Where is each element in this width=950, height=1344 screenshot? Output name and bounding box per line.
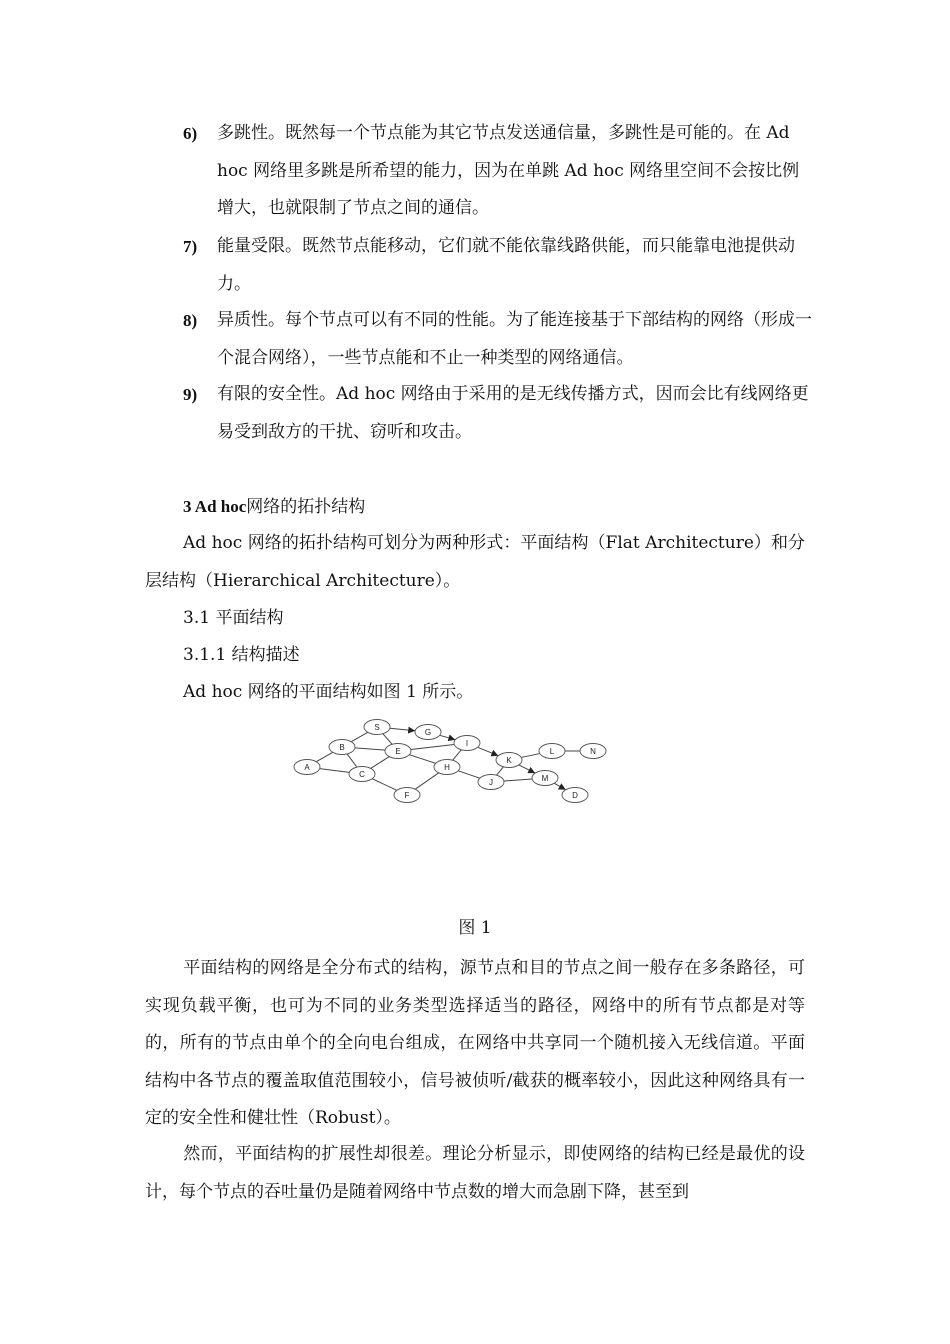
list-text: 有限的安全性。Ad hoc 网络由于采用的是无线传播方式，因而会比有线网络更易受到敌方的干扰、窃听和攻击。 (217, 384, 809, 442)
edge-K-L (521, 754, 540, 758)
node-A (294, 760, 320, 775)
node-J (478, 775, 504, 790)
list-text: 异质性。每个节点可以有不同的性能。为了能连接基于下部结构的网络（形成一个混合网络），一些节点能和不止一种类型的网络通信。 (217, 310, 812, 368)
figure-caption: 图 1 (458, 918, 492, 938)
section-heading-number: 3 Ad hoc (183, 497, 247, 516)
section-heading (183, 488, 365, 527)
edge-B-A (316, 752, 333, 761)
node-label-K: K (506, 756, 512, 765)
edge-I-K (478, 747, 499, 755)
network-topology-figure (280, 712, 620, 812)
node-K (496, 753, 522, 768)
edge-E-H (409, 755, 435, 764)
node-label-D: D (572, 791, 578, 800)
edge-M-D (554, 783, 565, 789)
body-paragraph-text: 然而，平面结构的扩展性却很差。理论分析显示，即使网络的结构已经是最优的设计，每个节点的吞吐量仍是随着网络中节点数的增大而急剧下降，甚至到 (145, 1144, 805, 1202)
body-paragraph-text: 平面结构的网络是全分布式的结构，源节点和目的节点之间一般存在多条路径，可实现负载平衡，也可为不同的业务类型选择适当的路径，网络中的所有节点都是对等的，所有的节点由单个的全向电台组成，在网络中共享同一个随机接入无线信道。平面结构中各节点的覆盖取值范围较小，信号被侦听/截获的概率较小，因此这种网络具有一定的安全性和健壮性（Robust）。 (145, 958, 805, 1128)
section-heading-text: 网络的拓扑结构 (246, 497, 366, 517)
node-label-S: S (374, 723, 380, 732)
figure-reference: Ad hoc 网络的平面结构如图 1 所示。 (183, 682, 474, 702)
edge-J-K (497, 767, 504, 775)
node-label-E: E (395, 747, 401, 756)
node-label-F: F (404, 791, 410, 800)
edge-H-I (453, 750, 462, 760)
edge-S-G (390, 728, 415, 730)
node-label-C: C (359, 770, 365, 779)
node-C (349, 767, 375, 782)
section-intro (145, 525, 805, 600)
node-L (539, 744, 565, 759)
node-I (454, 736, 480, 751)
section-intro-text: Ad hoc 网络的拓扑结构可划分为两种形式：平面结构（Flat Architecture）和分层结构（Hierarchical Architecture）。 (145, 533, 805, 591)
node-label-A: A (304, 763, 310, 772)
node-N (580, 744, 606, 759)
list-item-9 (183, 376, 813, 451)
node-label-L: L (549, 747, 555, 756)
node-label-N: N (590, 747, 596, 756)
node-B (329, 740, 355, 755)
node-label-G: G (424, 728, 432, 737)
list-text: 能量受限。既然节点能移动，它们就不能依靠线路供能，而只能靠电池提供动力。 (217, 236, 795, 294)
edge-B-C (347, 754, 357, 767)
edge-C-E (371, 757, 390, 769)
edge-A-C (320, 769, 350, 773)
list-item-7 (183, 228, 813, 303)
node-label-I: I (465, 739, 469, 748)
node-label-J: J (489, 778, 493, 787)
node-label-B: B (339, 743, 345, 752)
node-M (532, 771, 558, 786)
node-F (394, 788, 420, 803)
edge-J-M (504, 779, 532, 781)
edge-S-E (383, 734, 392, 745)
list-number: 7) (183, 237, 198, 256)
edge-G-I (440, 735, 456, 739)
list-number: 6) (183, 124, 198, 143)
list-item-8 (183, 302, 813, 377)
list-number: 9) (183, 385, 198, 404)
node-H (434, 760, 460, 775)
edge-B-E (355, 748, 385, 750)
node-S (364, 720, 390, 735)
node-E (385, 744, 411, 759)
edge-C-F (372, 779, 397, 791)
edge-H-J (458, 771, 480, 778)
node-label-M: M (541, 774, 549, 783)
node-label-H: H (444, 763, 450, 772)
node-D (562, 788, 588, 803)
subsubsection-heading: 3.1.1 结构描述 (183, 645, 300, 665)
edge-K-M (519, 765, 535, 773)
list-number: 8) (183, 311, 198, 330)
body-paragraph-1 (145, 950, 805, 1138)
body-paragraph-2 (145, 1136, 805, 1211)
edge-S-B (351, 732, 368, 741)
list-text: 多跳性。既然每一个节点能为其它节点发送通信量，多跳性是可能的。在 Ad hoc 网络里多跳是所希望的能力，因为在单跳 Ad hoc 网络里空间不会按比例增大，也就限制了节点之间的通信。 (217, 123, 800, 218)
node-G (415, 725, 441, 740)
edge-F-H (415, 773, 438, 789)
subsection-heading: 3.1 平面结构 (183, 608, 284, 628)
edge-E-I (411, 744, 455, 749)
list-item-6 (183, 115, 813, 228)
